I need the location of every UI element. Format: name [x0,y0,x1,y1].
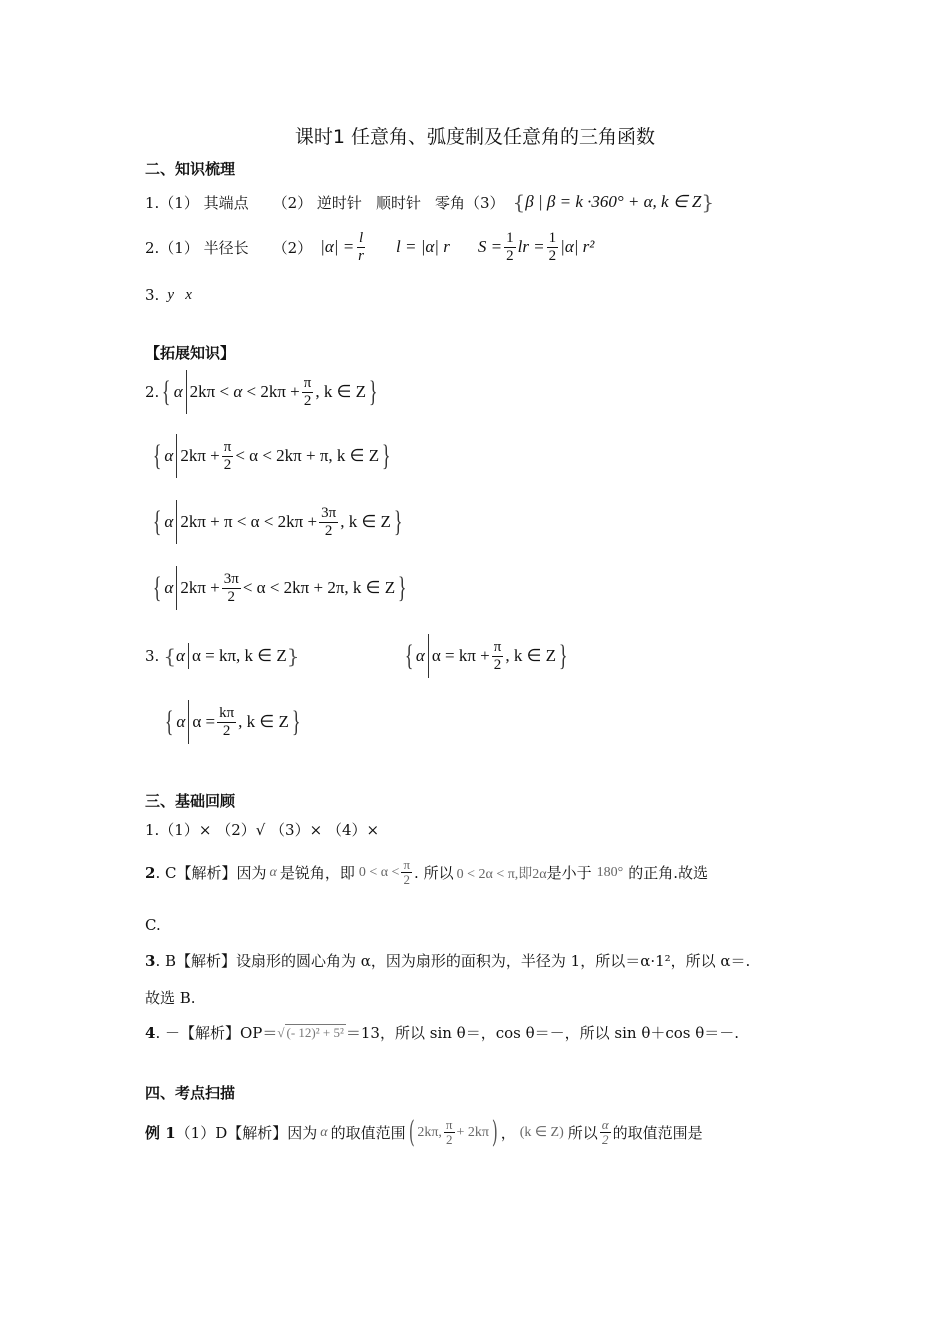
ext-row-3: { α 2kπ + π < α < 2kπ + $\frac{3\pi}{2}$ , k ∈ Z } [150,500,405,544]
math: lr = [517,237,545,256]
text: ＝13，所以 sin θ＝，cos θ＝－，所以 sin θ＋cos θ＝－. [345,1024,740,1042]
fraction: $\frac{3\pi}{2}$ [223,571,239,605]
math: + 2kπ [456,1124,489,1140]
ext-row-6: { α α = $\frac{k\pi}{2}$ , k ∈ Z } [162,700,303,744]
math: < α < 2kπ + π, k ∈ Z [235,446,380,465]
review-q2: 2 . C【解析】因为 α 是锐角，即 0 < α < $\frac{\pi}{2}$ . 所以 0 < 2α < π,即2α 是小于 180° 的正角.故选 [145,857,709,888]
math: S = [477,237,503,256]
text: 是小于 [546,864,592,883]
text: . －【解析】OP＝ [155,1024,278,1042]
fraction: $\frac{1}{2}$ [506,230,514,264]
math: 2kπ < [189,382,230,401]
math: l = |α| r [396,237,450,256]
math: , k ∈ Z [340,512,391,531]
q-number: 4 [145,1023,156,1042]
section-heading-extended: 【拓展知识】 [145,344,236,362]
math: (k ∈ Z) [519,1125,564,1140]
review-q1: 1.（1）× （2）√ （3）× （4）× [145,821,380,839]
fraction: $\frac{\pi}{2}$ [403,857,411,888]
math: 0 < 2α < π,即2α [456,866,547,882]
alpha: α [173,382,183,401]
math: 2kπ + π < α < 2kπ + [180,512,318,531]
text: 1.（1） 其端点 [145,193,249,212]
q-number: 3 [145,951,156,970]
math: , k ∈ Z [238,712,289,731]
fraction: $\frac{\pi}{2}$ [493,639,502,673]
review-q3 [145,950,750,971]
fraction: $\frac{k\pi}{2}$ [219,705,235,739]
section-heading-review: 三、基础回顾 [145,792,236,810]
text: 的正角.故选 [628,864,709,883]
math: 2kπ + [180,578,220,597]
section-heading-knowledge: 二、知识梳理 [145,160,236,178]
text: y x [167,286,192,303]
example-1: 例 1 （1）D【解析】因为 α 的取值范围 ( 2kπ, $\frac{\pi}{2}$ + 2kπ ) ， (k ∈ Z) 所以 $\frac{\alpha}{2}$ 的取值范围是 [145,1115,703,1150]
math: |α| r² [560,237,595,256]
set-formula: β | β = k ·360° + α, k ∈ Z [525,192,702,211]
text: 所以 [567,1124,598,1142]
text: 3. [145,286,160,304]
fraction: $\frac{l}{r}$ [358,230,365,264]
text: . C【解析】因为 [155,864,267,883]
fraction: $\frac{\pi}{2}$ [303,375,312,409]
review-q3-cont: 故选 B. [145,989,196,1007]
review-q4 [145,1022,739,1043]
text: 的取值范围 [330,1124,406,1142]
text: 是锐角，即 [279,864,355,883]
ext-row-5: 3. { α α = kπ, k ∈ Z } { α α = kπ + $\frac{\pi}{2}$ , k ∈ Z } [145,634,570,678]
label: 2. [145,383,160,401]
example-label: 例 1 [145,1124,176,1142]
math: < α < 2kπ + 2π, k ∈ Z [242,578,396,597]
text: 的取值范围是 [612,1124,703,1142]
ext-row-1: 2. { α 2kπ < α < 2kπ + $\frac{\pi}{2}$ , k ∈ Z } [145,370,380,414]
fraction: $\frac{\alpha}{2}$ [601,1116,609,1147]
q-number: 2 [145,863,156,882]
page-title: 课时1 任意角、弧度制及任意角的三角函数 [294,126,656,148]
text: ， [500,1124,516,1142]
math: |α| = [320,237,355,256]
math: < 2kπ + [246,382,300,401]
math: 2kπ + [180,446,220,465]
math: , k ∈ Z [505,646,557,665]
knowledge-line-3 [145,286,192,304]
text: . 所以 [414,864,454,883]
math: 0 < α < [358,864,400,880]
math: α = kπ, k ∈ Z [191,646,287,665]
math: 2kπ, [417,1124,442,1140]
sqrt: √ (- 12)² + 5² [277,1024,344,1040]
label: 3. [145,647,160,665]
ext-row-4: { α 2kπ + $\frac{3\pi}{2}$ < α < 2kπ + 2π, k ∈ Z } [150,566,410,610]
fraction: $\frac{3\pi}{2}$ [321,505,337,539]
review-q2-cont: C. [145,916,161,934]
text: （2） 逆时针 [272,193,362,212]
fraction: $\frac{\pi}{2}$ [223,439,232,473]
math: , k ∈ Z [315,382,367,401]
math: 180° [596,864,624,880]
text: （2） [272,238,313,257]
text: 零角（3） [434,193,505,212]
knowledge-line-1: 1.（1） 其端点 （2） 逆时针 顺时针 零角（3） { β | β = k ·360° + α, k ∈ Z } [145,190,715,214]
section-heading-scan: 四、考点扫描 [145,1084,236,1102]
fraction: $\frac{\pi}{2}$ [445,1116,453,1147]
text: 2.（1） 半径长 [145,238,249,257]
fraction: $\frac{1}{2}$ [548,230,557,264]
math: α = [192,712,216,731]
knowledge-line-2 [145,230,594,264]
ext-row-2: { α 2kπ + $\frac{\pi}{2}$ < α < 2kπ + π, k ∈ Z } [150,434,394,478]
math: α = kπ + [431,646,490,665]
text: . B【解析】设扇形的圆心角为 α，因为扇形的面积为，半径为 1，所以＝α·1²，所以 α＝. [155,952,751,970]
text: （1）D【解析】因为 [175,1124,318,1142]
alpha: α [320,1124,328,1140]
text: 顺时针 [375,193,421,212]
